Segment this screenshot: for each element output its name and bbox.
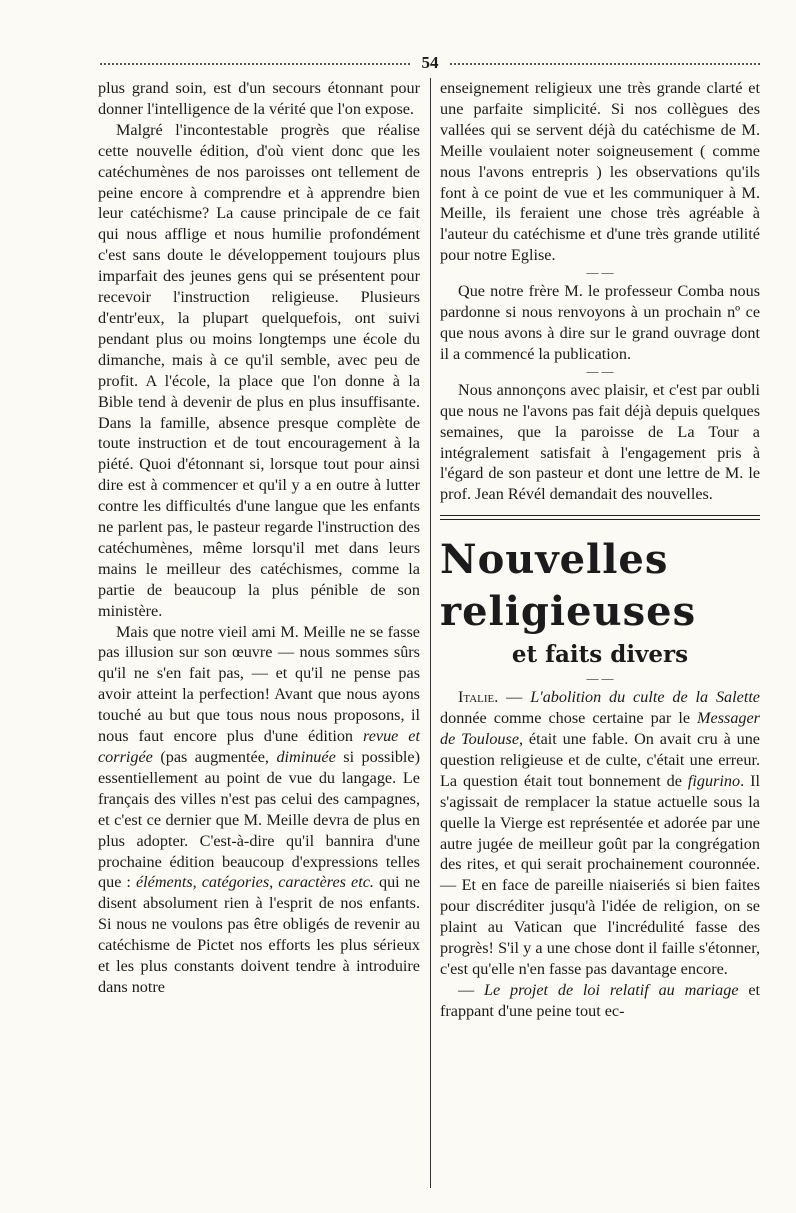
separator-dash: — — xyxy=(586,363,614,378)
header-rule-left xyxy=(100,63,410,65)
column-divider xyxy=(430,78,431,1188)
page-header xyxy=(100,53,760,73)
text-run: si possible) essentiellement au point de vue du langage. Le français des villes n'est pas celui des campagnes, et c'est ce dernier que M. Meille devra de plus en plus adopter. C'est-à-dire qu'il bannira d'une prochaine édition beaucoup d'expressions telles que : xyxy=(98,748,421,892)
section-title: Nouvelles religieuses xyxy=(440,536,697,636)
separator-dash: — — xyxy=(586,265,614,280)
country-label: Italie. xyxy=(458,688,499,707)
paragraph xyxy=(440,687,760,980)
text-run: Mais que notre vieil ami M. Meille ne se fasse pas illusion sur son œuvre — nous sommes sûrs qu'il ne s'en fait pas, — et qu'il ne pense pas avoir atteint la perfection! Avant que nous ayons touché au but que tous nous nous proposons, il nous faut encore plus d'une édition xyxy=(98,622,420,746)
italic-text: éléments, catégories, caractères etc. xyxy=(135,873,374,892)
section-subtitle: et faits divers xyxy=(511,641,689,669)
right-column xyxy=(440,78,760,1022)
italic-text: Le projet de loi relatif au mariage xyxy=(484,980,739,999)
paragraph: Nous annonçons avec plaisir, et c'est par oubli que nous ne l'avons pas fait déjà depuis quelques semaines, que la paroisse de La Tour a intégralement satisfait à l'engagement pris à l'égard de son pasteur et dont une lettre de M. le prof. Jean Révél demandait des nouvelles. xyxy=(440,380,760,504)
italic-text: L'abolition du culte de la Salette xyxy=(530,688,760,707)
italic-text: diminuée xyxy=(276,748,336,766)
text-run: . Il s'agissait de remplacer la statue actuelle sous la quelle la Vierge est représentée et adorée par une autre jugée de meilleur goût par la congrégation des rites, et qui serait prochainement couronnée. — Et en face de pareille niaiseriés si bien faites pour discréditer jusqu'à l'idée de religion, on se plaint au Vatican que l'incrédulité fasse des progrès! S'il y a une chose dont il faille s'étonner, c'est qu'elle n'en fasse pas davantage encore. xyxy=(440,771,760,978)
text-run: et frappant d'une peine tout ec- xyxy=(440,980,761,1020)
italic-text: figurino xyxy=(687,771,741,790)
text-run: — xyxy=(458,980,484,999)
paragraph xyxy=(440,980,760,1022)
text-run: donnée comme chose certaine par le xyxy=(440,709,698,728)
separator-dash: — — xyxy=(586,671,614,686)
section-rule xyxy=(440,515,760,520)
page-number: 54 xyxy=(421,53,439,72)
header-rule-right xyxy=(450,63,760,65)
left-column xyxy=(98,78,420,998)
italic-text: Messager de Toulouse xyxy=(440,709,760,749)
text-run: , était une fable. On avait cru à une question religieuse et de culte, c'était une erreur. La question était tout bonnement de xyxy=(440,730,760,790)
paragraph: enseignement religieux une très grande clarté et une parfaite simplicité. Si nos collègues des vallées qui se servent déjà du catéchisme de M. Meille voulaient noter soigneusement ( comme nous l'avons entrepris ) les observations qu'ils font à ce point de vue et les communiquer à M. Meille, ils feraient une chose très agréable à l'auteur du catéchisme et d'une très grande utilité pour notre Eglise. xyxy=(440,79,760,265)
italic-text: revue et corrigée xyxy=(98,727,420,766)
paragraph xyxy=(98,622,420,998)
text-run: — xyxy=(498,688,531,707)
text-run: (pas augmentée, xyxy=(152,748,277,766)
paragraph: Malgré l'incontestable progrès que réalise cette nouvelle édition, d'où vient donc que les catéchumènes de nos paroisses ont tellement de peine encore à comprendre et à apprendre bien leur catéchisme? La cause principale de ce fait qui nous afflige et nous humilie profondément c'est sans doute le développement toujours plus imparfait des jeunes gens qui se présentent pour recevoir l'instruction religieuse. Plusieurs d'entr'eux, la plupart quelquefois, ont suivi pendant plus ou moins longtemps une école du dimanche, mais à ce qu'il semble, avec peu de profit. A l'école, la place que l'on donne à la Bible tend à devenir de plus en plus insuffisante. Dans la famille, absence presque complète de toute instruction et de tout encouragement à la piété. Quoi d'étonnant si, lorsque tout pour ainsi dire est à commencer et qu'il y a en outre à lutter contre les difficultés d'une langue que les enfants ne parlent pas, le pasteur regarde l'instruction des catéchumènes, même lorsqu'il met dans leurs mains le meilleur des catéchismes, comme la partie de beaucoup la plus pénible de son ministère. xyxy=(98,120,420,620)
paragraph: Que notre frère M. le professeur Comba nous pardonne si nous renvoyons à un prochain nº ce que nous avons à dire sur le grand ouvrage dont il a commencé la publication. xyxy=(440,282,760,363)
paragraph: plus grand soin, est d'un secours étonnant pour donner l'intelligence de la vérité que l'on expose. xyxy=(98,79,420,118)
text-run: qui ne disent absolument rien à l'esprit de nos enfants. Si nous ne voulons pas être obligés de revenir au catéchisme de Pictet nos efforts les plus sérieux et les plus constants doivent tendre à introduire dans notre xyxy=(98,873,421,996)
